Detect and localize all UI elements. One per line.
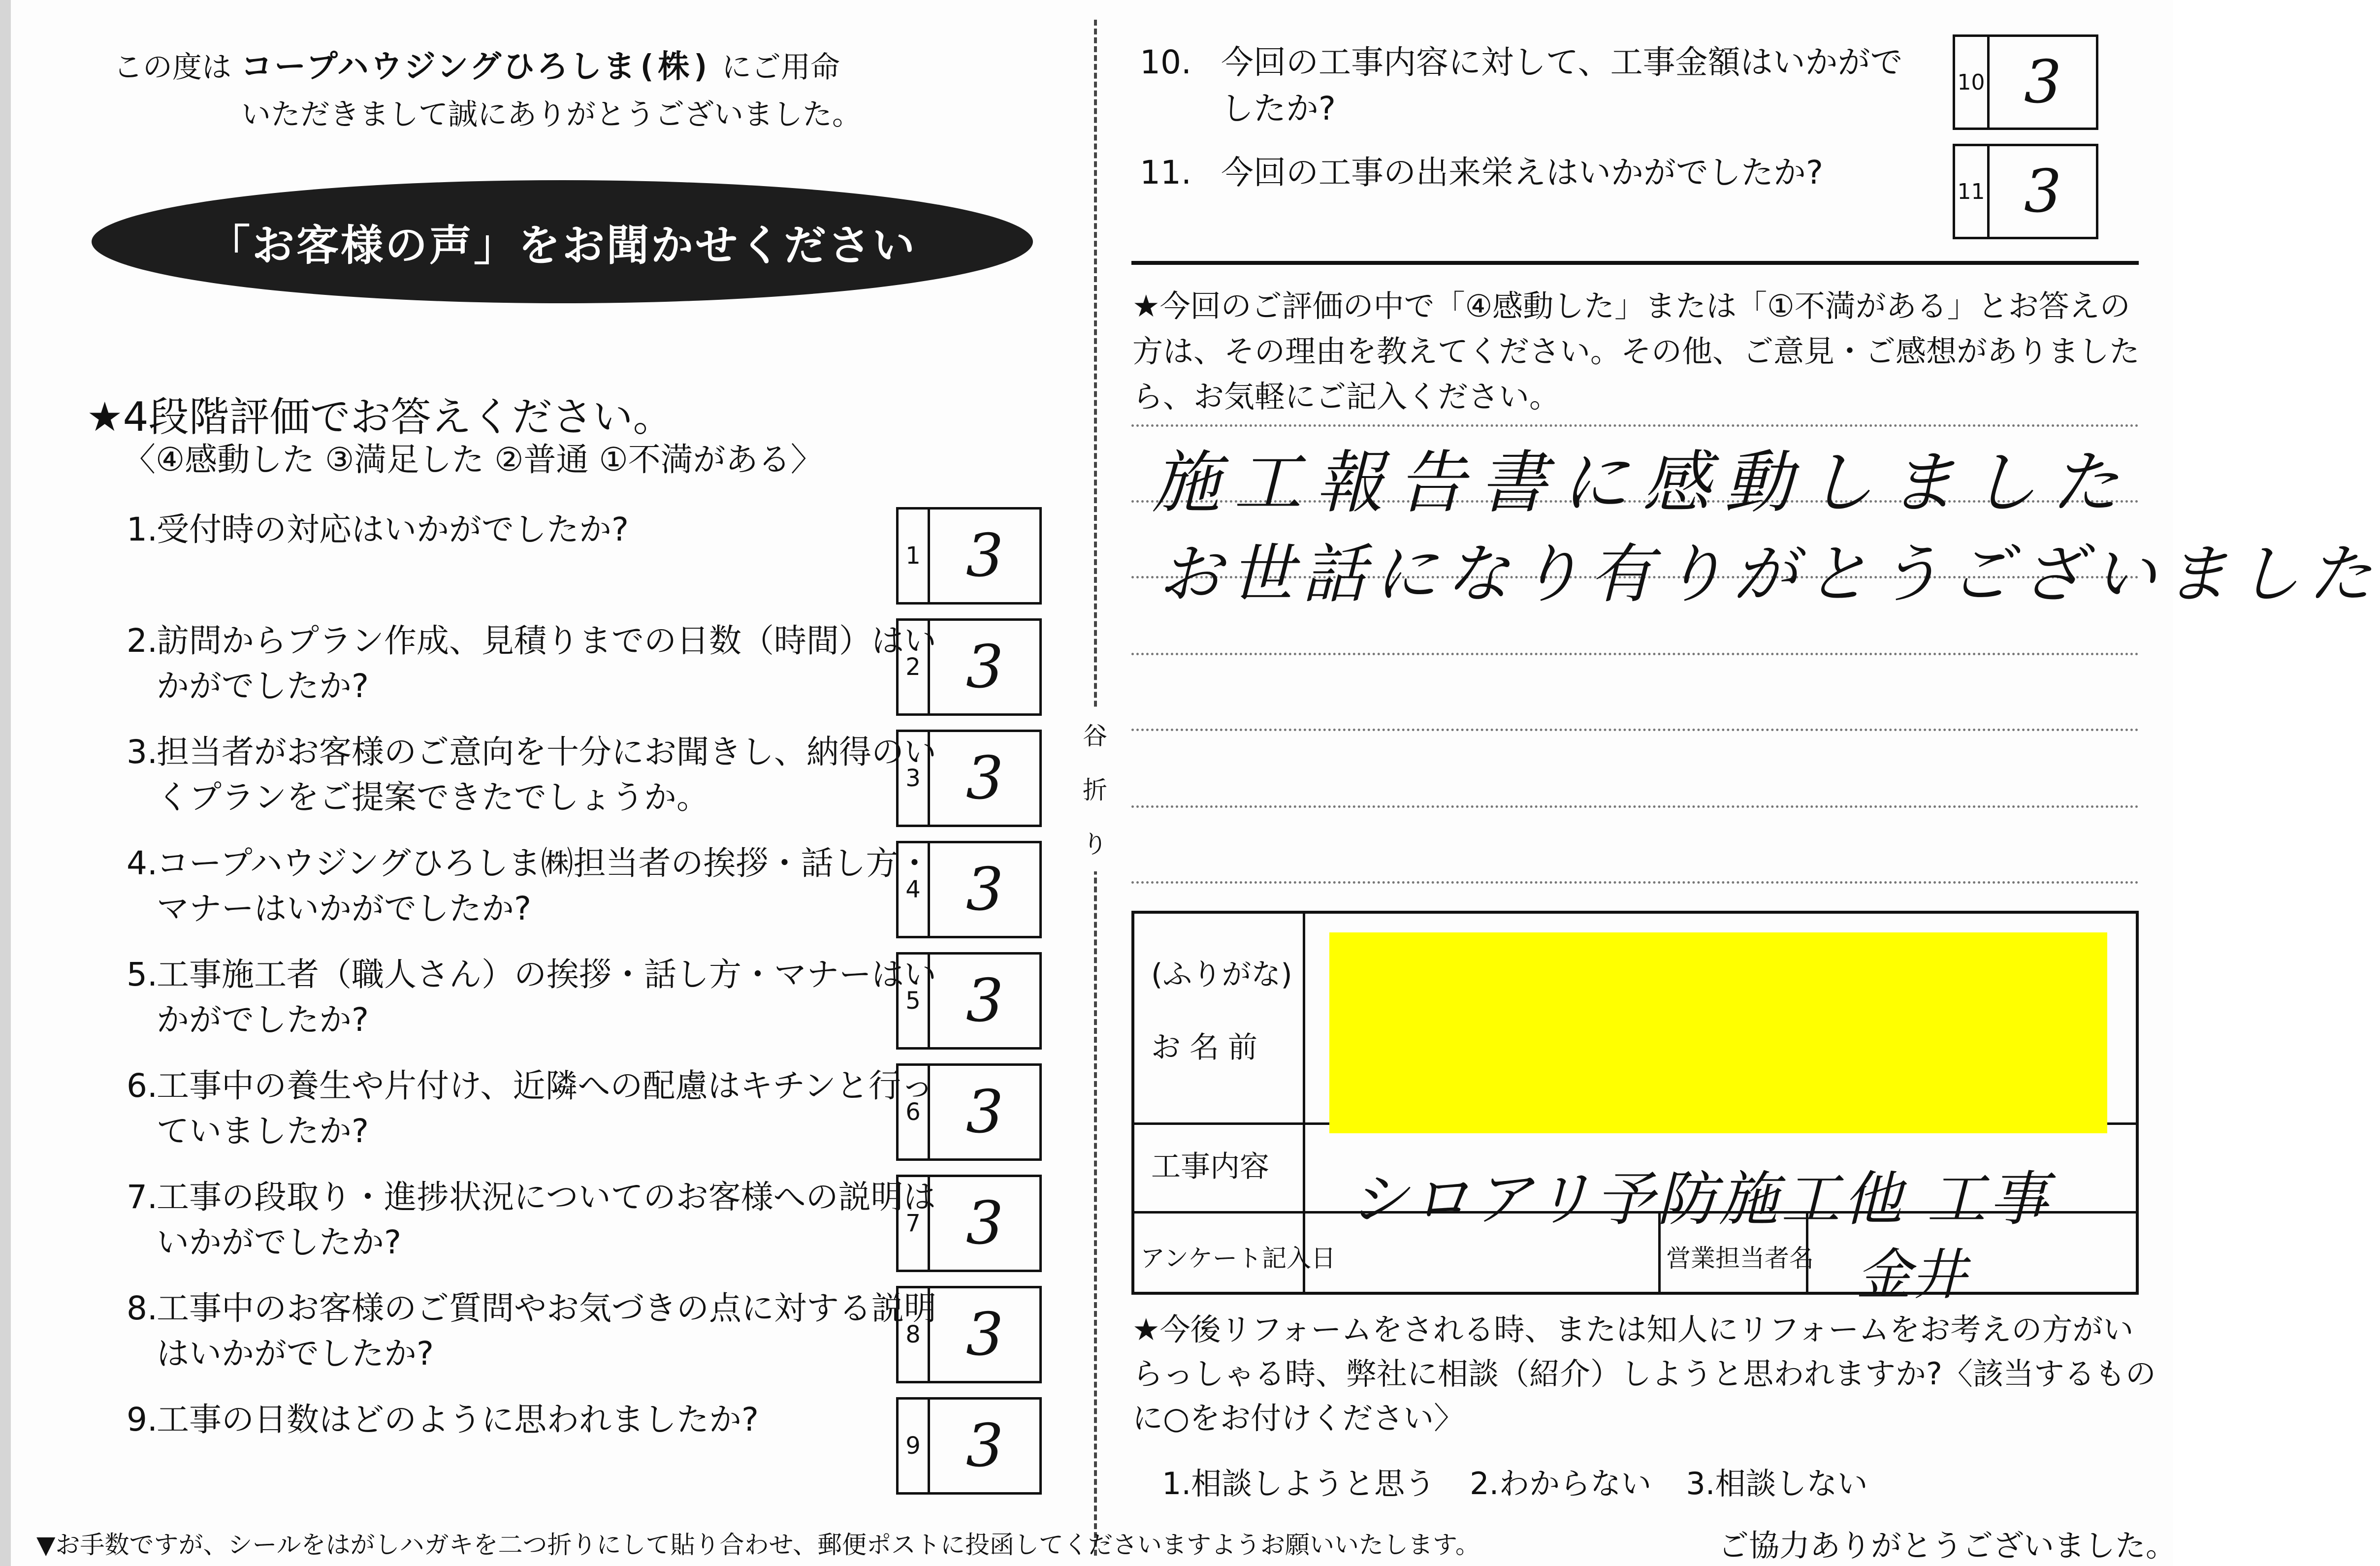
question-text: 工事中のお客様のご質問やお気づきの点に対する説明はいかがでしたか? [157, 1289, 936, 1373]
referral-question: ★今後リフォームをされる時、または知人にリフォームをお考えの方がいらっしゃる時、弊社に相談（紹介）しようと思われますか?〈該当するものに○をお付けください〉 [1132, 1311, 2156, 1436]
fold-label [1075, 709, 1115, 871]
work-label: 工事内容 [1151, 1150, 1269, 1184]
answer-box-index: 5 [899, 955, 930, 1047]
mailing-instructions: ▼お手数ですが、シールをはがしハガキを二つ折りにして貼り合わせ、郵便ポストに投函してくださいますようお願いいたします。 [36, 1531, 1480, 1559]
answer-box-index: 4 [899, 843, 930, 936]
question-text: 今回の工事の出来栄えはいかがでしたか? [1221, 154, 1824, 192]
answer-value: 3 [965, 1411, 1004, 1480]
voice-banner [92, 180, 1033, 303]
comment-prompt: ★今回のご評価の中で「④感動した」または「①不満がある」とお答えの方は、その理由を教えてください。その他、ご意見・ご感想がありましたら、お気軽にご記入ください。 [1132, 288, 2140, 415]
question-text: 工事中の養生や片付け、近隣への配慮はキチンと行っていましたか? [157, 1067, 934, 1150]
answer-box-index: 11 [1955, 146, 1990, 237]
question-11 [1123, 150, 1950, 199]
answer-box-index: 1 [899, 510, 930, 602]
table-divider [1303, 914, 1305, 1293]
company-name: コープハウジングひろしま(株) [241, 49, 712, 85]
section-divider [1131, 261, 2139, 265]
answer-box[interactable] [896, 1175, 1042, 1272]
answer-value: 3 [965, 633, 1004, 702]
fold-char: 折 [1083, 776, 1107, 804]
question-number: 1. [127, 511, 158, 548]
question-number: 8. [127, 1289, 158, 1327]
referral-option-2[interactable]: 2.わからない [1470, 1466, 1652, 1502]
question-number: 7. [127, 1178, 158, 1216]
answer-box[interactable] [896, 1286, 1042, 1383]
answer-box[interactable] [896, 730, 1042, 827]
question-9 [84, 1397, 1098, 1501]
answer-box[interactable] [896, 1063, 1042, 1161]
answer-box[interactable] [896, 952, 1042, 1050]
answer-value: 3 [965, 1189, 1004, 1258]
answer-box-index: 7 [899, 1177, 930, 1270]
answer-box-index: 3 [899, 732, 930, 825]
furigana-label: (ふりがな) [1151, 958, 1292, 992]
comment-line [1131, 653, 2139, 655]
question-text: コープハウジングひろしま㈱担当者の挨拶・話し方・マナーはいかがでしたか? [157, 844, 931, 927]
question-number: 11. [1140, 154, 1191, 192]
referral-option-3[interactable]: 3.相談しない [1686, 1466, 1868, 1502]
question-2 [84, 618, 1098, 722]
question-number: 2. [127, 622, 158, 660]
answer-value: 3 [2024, 48, 2062, 117]
answer-box-index: 8 [899, 1288, 930, 1381]
name-label: お名前 [1151, 1030, 1266, 1065]
question-text: 工事の段取り・進捗状況についてのお客様への説明はいかがでしたか? [157, 1178, 936, 1261]
handwritten-comment-line2[interactable]: お世話になり有りがとうございました [1158, 537, 2380, 611]
intro-suffix: にご用命 [722, 50, 840, 85]
question-number: 3. [127, 733, 158, 771]
rating-heading: ★4段階評価でお答えください。 [87, 394, 674, 441]
name-redaction [1329, 932, 2107, 1133]
answer-box-index: 10 [1955, 37, 1990, 128]
question-number: 5. [127, 956, 158, 993]
answer-value: 3 [965, 855, 1004, 924]
answer-box-index: 6 [899, 1066, 930, 1158]
question-text: 今回の工事内容に対して、工事金額はいかがでしたか? [1221, 43, 1903, 128]
question-1 [84, 507, 1098, 610]
question-number: 6. [127, 1067, 158, 1105]
question-8 [84, 1286, 1098, 1389]
answer-value: 3 [2024, 157, 2062, 226]
question-number: 9. [127, 1401, 158, 1438]
comment-line [1131, 881, 2139, 884]
answer-value: 3 [965, 1078, 1004, 1147]
answer-box[interactable] [896, 618, 1042, 716]
scan-edge [0, 0, 11, 1566]
question-number: 10. [1140, 43, 1191, 81]
thanks-message: ご協力ありがとうございました。 [1718, 1528, 2177, 1564]
sales-value[interactable]: 金井 [1856, 1243, 1966, 1307]
answer-box[interactable] [896, 1397, 1042, 1495]
answer-box-index: 2 [899, 621, 930, 713]
answer-value: 3 [965, 1300, 1004, 1369]
question-6 [84, 1063, 1098, 1167]
answer-box[interactable] [896, 507, 1042, 605]
question-text: 工事施工者（職人さん）の挨拶・話し方・マナーはいかがでしたか? [157, 956, 936, 1039]
intro-line2: いただきまして誠にありがとうございました。 [241, 97, 862, 132]
comment-line [1131, 424, 2139, 427]
referral-options [1162, 1459, 1867, 1503]
intro-text [113, 43, 1049, 138]
rating-scale: 〈④感動した ③満足した ②普通 ①不満がある〉 [123, 441, 823, 479]
fold-char: り [1083, 830, 1107, 859]
comment-line [1131, 805, 2139, 808]
answer-box[interactable] [1953, 144, 2098, 239]
answer-value: 3 [965, 744, 1004, 813]
handwritten-comment-line1[interactable]: 施工報告書に感動しました [1152, 443, 2133, 522]
question-number: 4. [127, 844, 158, 882]
question-5 [84, 952, 1098, 1055]
comment-line [1131, 729, 2139, 731]
answer-box-index: 9 [899, 1400, 930, 1492]
referral-option-1[interactable]: 1.相談しようと思う [1162, 1466, 1436, 1502]
question-3 [84, 730, 1098, 833]
answer-value: 3 [965, 521, 1004, 590]
answer-box[interactable] [1953, 34, 2098, 130]
answer-box[interactable] [896, 841, 1042, 938]
answer-value: 3 [965, 966, 1004, 1035]
fold-char: 谷 [1083, 722, 1107, 750]
banner-title: 「お客様の声」をお聞かせください [208, 221, 917, 270]
work-value[interactable]: シロアリ予防施工他 工事 [1349, 1165, 2051, 1234]
question-7 [84, 1175, 1098, 1278]
question-text: 工事の日数はどのように思われましたか? [157, 1401, 759, 1438]
question-text: 受付時の対応はいかがでしたか? [157, 511, 629, 548]
question-text: 訪問からプラン作成、見積りまでの日数（時間）はいかがでしたか? [157, 622, 936, 705]
sales-label: 営業担当者名 [1666, 1244, 1814, 1273]
date-label: アンケート記入日 [1140, 1244, 1336, 1273]
intro-prefix: この度は [113, 50, 231, 85]
question-10 [1123, 39, 1950, 133]
question-text: 担当者がお客様のご意向を十分にお聞きし、納得のいくプランをご提案できたでしょうか。 [157, 733, 936, 816]
question-4 [84, 841, 1098, 944]
